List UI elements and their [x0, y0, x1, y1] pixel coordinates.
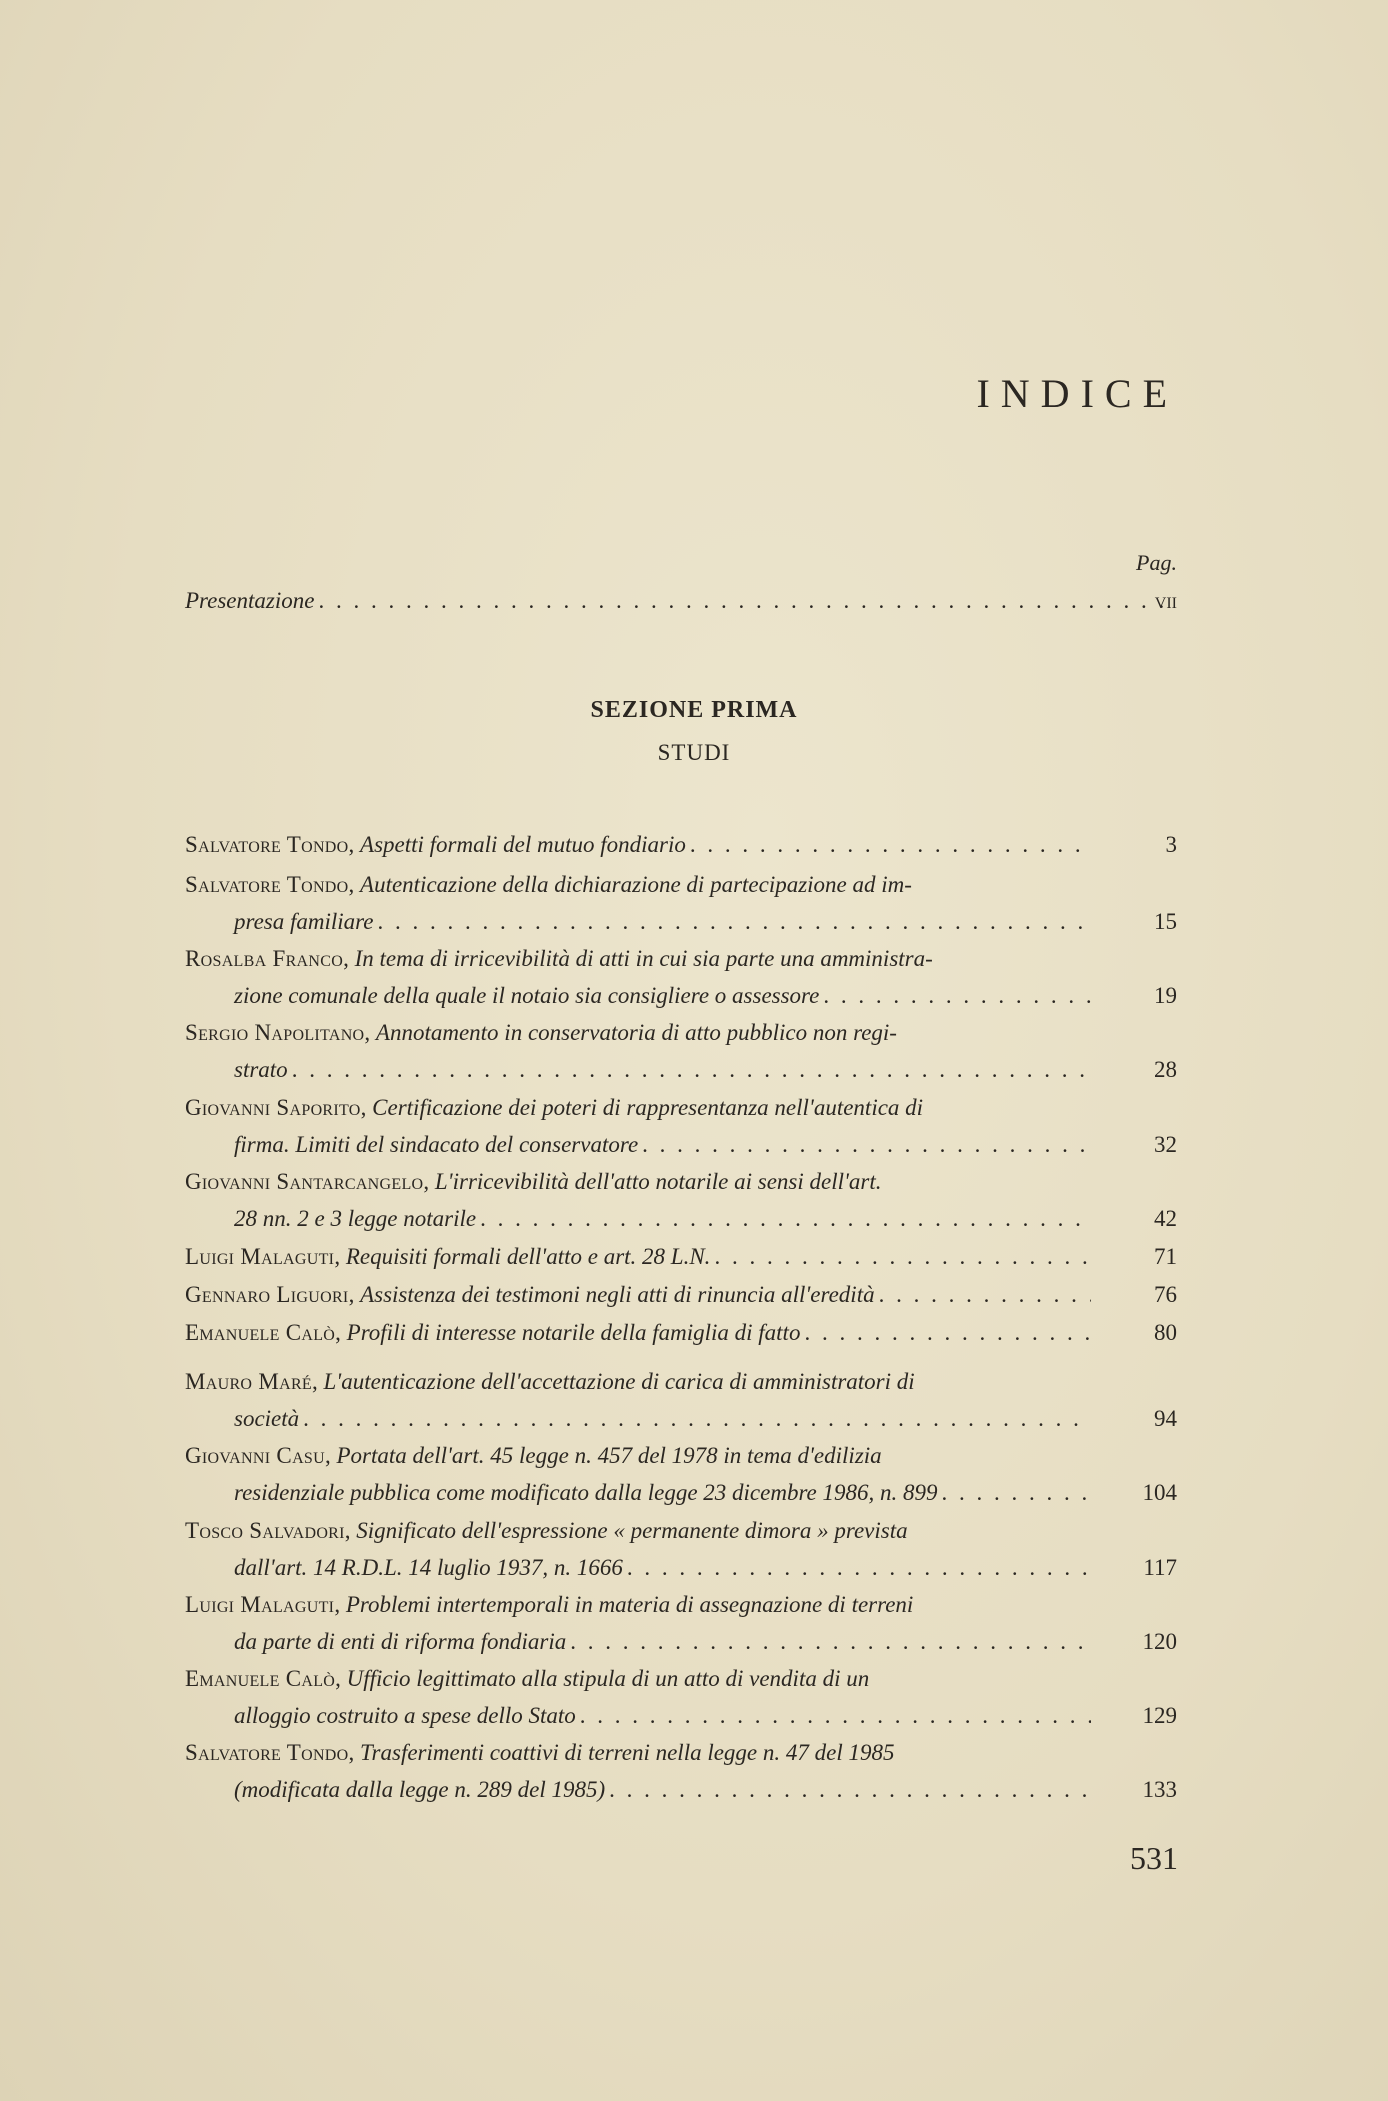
page-number: 531	[1130, 1840, 1178, 1876]
entry-page: 28	[1154, 1057, 1177, 1082]
entry-title-line: Trasferimenti coattivi di terreni nella legge n. 47 del 1985	[360, 1740, 895, 1765]
entry-author: Emanuele Calò	[185, 1320, 336, 1345]
entry-title-line: Significato dell'espressione « permanente dimora » prevista	[356, 1518, 908, 1543]
entry-author: Rosalba Franco	[185, 946, 344, 971]
toc-entry[interactable]: Sergio Napolitano, Annotamento in conservatoria di atto pubblico non regi- strato . . . 28	[185, 1014, 1177, 1088]
entry-author: Giovanni Casu	[185, 1443, 325, 1468]
page-column-label: Pag.	[1136, 550, 1177, 575]
toc-entry[interactable]: Salvatore Tondo, Autenticazione della dichiarazione di partecipazione ad im- presa familiare . . . 15	[185, 866, 1177, 940]
leader-dots	[690, 826, 1091, 863]
leader-dots	[942, 1474, 1092, 1511]
toc-entry[interactable]: Giovanni Casu, Portata dell'art. 45 legge n. 457 del 1978 in tema d'edilizia residenziale pubblica come modificato dalla legge 23 dicembre 1986, n. 899 . . . 104	[185, 1437, 1177, 1511]
leader-dots	[303, 1400, 1091, 1437]
entry-page: 3	[1165, 832, 1177, 857]
presentazione-entry[interactable]	[185, 582, 1177, 619]
entry-title-line: Ufficio legittimato alla stipula di un atto di vendita di un	[346, 1666, 870, 1691]
entry-author: Mauro Maré	[185, 1369, 312, 1394]
entry-author: Luigi Malaguti	[185, 1592, 335, 1617]
toc-entry[interactable]: Emanuele Calò, Ufficio legittimato alla stipula di un atto di vendita di un alloggio costruito a spese dello Stato . . . 129	[185, 1660, 1177, 1734]
presentazione-label: Presentazione	[185, 588, 315, 613]
entry-page: 71	[1154, 1244, 1177, 1269]
entry-title-line: firma. Limiti del sindacato del conservatore	[234, 1132, 639, 1157]
section-title: SEZIONE PRIMA	[590, 697, 798, 723]
leader-dots	[580, 1697, 1091, 1734]
toc-entry[interactable]: Salvatore Tondo, Aspetti formali del mutuo fondiario . . . 3	[185, 826, 1177, 863]
entry-author: Giovanni Santarcangelo	[185, 1169, 424, 1194]
toc-entry[interactable]: Luigi Malaguti, Problemi intertemporali in materia di assegnazione di terreni da parte di enti di riforma fondiaria . . . 120	[185, 1586, 1177, 1660]
entry-page: 117	[1143, 1555, 1177, 1580]
entry-title-line: Profili di interesse notarile della famiglia di fatto	[346, 1320, 801, 1345]
presentazione-page: vii	[1154, 588, 1177, 613]
entry-page: 94	[1154, 1406, 1177, 1431]
entry-page: 80	[1154, 1320, 1177, 1345]
entry-page: 104	[1142, 1480, 1177, 1505]
entry-page: 129	[1142, 1703, 1177, 1728]
entry-title-line: alloggio costruito a spese dello Stato	[234, 1703, 576, 1728]
section-subtitle: STUDI	[657, 740, 731, 765]
entry-title-line: dall'art. 14 R.D.L. 14 luglio 1937, n. 1666	[234, 1555, 623, 1580]
leader-dots	[804, 1314, 1091, 1351]
entry-title-line: società	[234, 1406, 300, 1431]
entry-page: 15	[1154, 909, 1177, 934]
entry-title-line: Portata dell'art. 45 legge n. 457 del 1978 in tema d'edilizia	[336, 1443, 882, 1468]
entry-author: Sergio Napolitano	[185, 1020, 365, 1045]
entry-title-line: L'irricevibilità dell'atto notarile ai sensi dell'art.	[434, 1169, 882, 1194]
entry-page: 19	[1154, 983, 1177, 1008]
leader-dots	[627, 1549, 1091, 1586]
entry-author: Gennaro Liguori	[185, 1282, 349, 1307]
entry-author: Salvatore Tondo	[185, 872, 349, 897]
entry-author: Salvatore Tondo	[185, 1740, 349, 1765]
toc-entry[interactable]: Salvatore Tondo, Trasferimenti coattivi di terreni nella legge n. 47 del 1985 (modificata dalla legge n. 289 del 1985) . . . 133	[185, 1734, 1177, 1808]
entry-author: Luigi Malaguti	[185, 1244, 335, 1269]
leader-dots	[609, 1771, 1091, 1808]
toc-entry[interactable]: Emanuele Calò, Profili di interesse notarile della famiglia di fatto . . . 80	[185, 1314, 1177, 1351]
entry-page: 133	[1142, 1777, 1177, 1802]
leader-dots	[480, 1200, 1091, 1237]
toc-entry[interactable]: Luigi Malaguti, Requisiti formali dell'atto e art. 28 L.N. . . . 71	[185, 1238, 1177, 1275]
entry-page: 76	[1154, 1282, 1177, 1307]
entry-title-line: Problemi intertemporali in materia di assegnazione di terreni	[345, 1592, 914, 1617]
toc-entry[interactable]: Mauro Maré, L'autenticazione dell'accettazione di carica di amministratori di società . . . 94	[185, 1363, 1177, 1437]
leader-dots	[879, 1276, 1091, 1313]
entry-title-line: In tema di irricevibilità di atti in cui sia parte una amministra-	[354, 946, 933, 971]
entry-title-line: da parte di enti di riforma fondiaria	[234, 1629, 567, 1654]
toc-entry[interactable]: Rosalba Franco, In tema di irricevibilità di atti in cui sia parte una amministra- zione comunale della quale il notaio sia consigliere o assessore . . . 19	[185, 940, 1177, 1014]
entry-title-line: presa familiare	[234, 909, 374, 934]
leader-dots	[292, 1051, 1091, 1088]
leader-dots	[318, 582, 1171, 619]
entry-title-line: Autenticazione della dichiarazione di partecipazione ad im-	[360, 872, 912, 897]
toc-entry[interactable]: Tosco Salvadori, Significato dell'espressione « permanente dimora » prevista dall'art. 14 R.D.L. 14 luglio 1937, n. 1666 . . . 117	[185, 1512, 1177, 1586]
entry-title-line: Assistenza dei testimoni negli atti di rinuncia all'eredità	[360, 1282, 875, 1307]
leader-dots	[570, 1623, 1091, 1660]
entry-title-line: (modificata dalla legge n. 289 del 1985)	[234, 1777, 606, 1802]
entry-title-line: Aspetti formali del mutuo fondiario	[360, 832, 686, 857]
leader-dots	[377, 903, 1091, 940]
entry-title-line: zione comunale della quale il notaio sia consigliere o assessore	[234, 983, 820, 1008]
leader-dots	[714, 1238, 1091, 1275]
entry-page: 32	[1154, 1132, 1177, 1157]
entry-author: Emanuele Calò	[185, 1666, 336, 1691]
entry-page: 120	[1142, 1629, 1177, 1654]
index-title: INDICE	[976, 371, 1178, 416]
leader-dots	[642, 1126, 1091, 1163]
toc-entry[interactable]: Gennaro Liguori, Assistenza dei testimoni negli atti di rinuncia all'eredità . . . 76	[185, 1276, 1177, 1313]
entry-title-line: strato	[234, 1057, 288, 1082]
entry-author: Tosco Salvadori	[185, 1518, 345, 1543]
entry-title-line: Certificazione dei poteri di rappresentanza nell'autentica di	[372, 1095, 924, 1120]
entry-title-line: L'autenticazione dell'accettazione di carica di amministratori di	[323, 1369, 915, 1394]
entry-title-line: Requisiti formali dell'atto e art. 28 L.N.	[345, 1244, 711, 1269]
entry-author: Giovanni Saporito	[185, 1095, 361, 1120]
entry-title-line: Annotamento in conservatoria di atto pubblico non regi-	[375, 1020, 897, 1045]
leader-dots	[823, 977, 1091, 1014]
entry-page: 42	[1154, 1206, 1177, 1231]
toc-entry[interactable]: Giovanni Santarcangelo, L'irricevibilità dell'atto notarile ai sensi dell'art. 28 nn. 2 e 3 legge notarile . . . 42	[185, 1163, 1177, 1237]
entry-title-line: 28 nn. 2 e 3 legge notarile	[234, 1206, 477, 1231]
entry-author: Salvatore Tondo	[185, 832, 349, 857]
toc-entry[interactable]: Giovanni Saporito, Certificazione dei poteri di rappresentanza nell'autentica di firma. Limiti del sindacato del conservatore . . . 32	[185, 1089, 1177, 1163]
entry-title-line: residenziale pubblica come modificato dalla legge 23 dicembre 1986, n. 899	[234, 1480, 938, 1505]
